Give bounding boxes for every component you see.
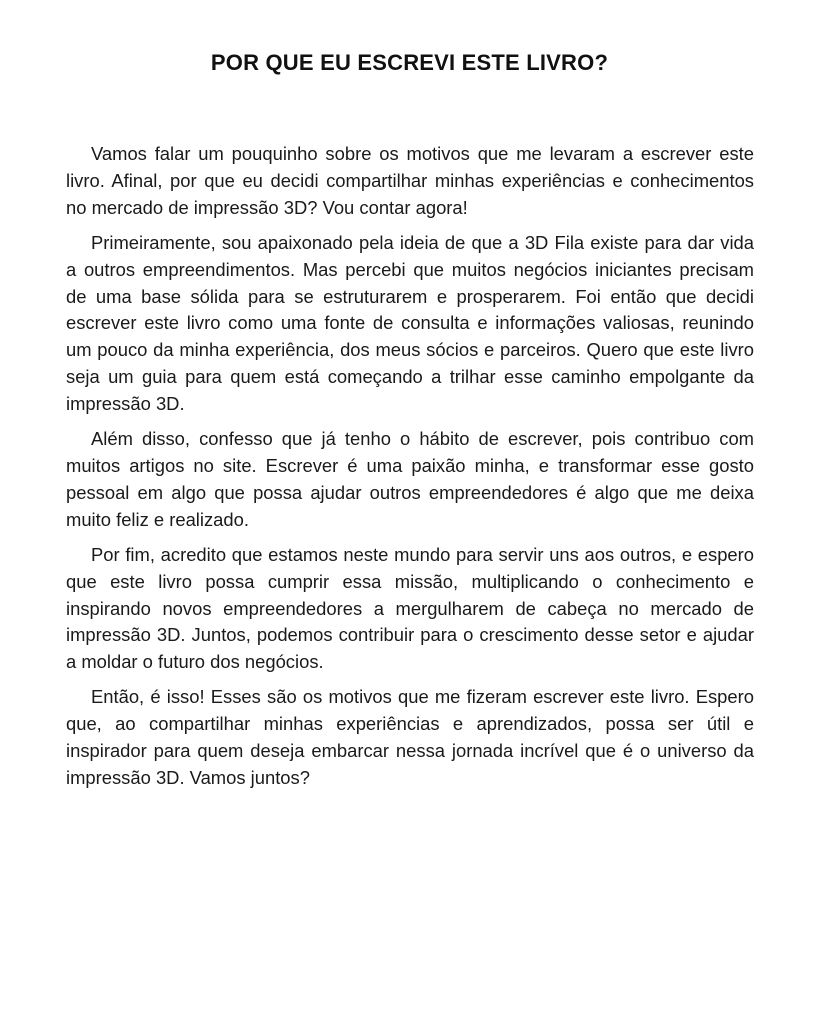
paragraph-3: Além disso, confesso que já tenho o hábito de escrever, pois contribuo com muitos artigos no site. Escrever é uma paixão minha, e transformar esse gosto pessoal em algo que possa ajudar outros empreendedores é algo que me deixa muito feliz e realizado. [66, 428, 754, 530]
paragraph-4: Por fim, acredito que estamos neste mundo para servir uns aos outros, e espero que este livro possa cumprir essa missão, multiplicando o conhecimento e inspirando novos empreendedores a mergulharem de cabeça no mercado de impressão 3D. Juntos, podemos contribuir para o crescimento desse setor e ajudar a moldar o futuro dos negócios. [66, 543, 754, 673]
paragraph-1: Vamos falar um pouquinho sobre os motivos que me levaram a escrever este livro. Afinal, por que eu decidi compartilhar minhas experiências e conhecimentos no mercado de impressão 3D? Vou contar agora! [66, 143, 754, 218]
page-title: POR QUE EU ESCREVI ESTE LIVRO? [210, 50, 609, 75]
body-text [66, 141, 754, 800]
paragraph-5: Então, é isso! Esses são os motivos que me fizeram escrever este livro. Espero que, ao compartilhar minhas experiências e aprendizados, possa ser útil e inspirador para quem deseja embarcar nessa jornada incrível que é o universo da impressão 3D. Vamos juntos? [66, 686, 754, 788]
paragraph-2: Primeiramente, sou apaixonado pela ideia de que a 3D Fila existe para dar vida a outros empreendimentos. Mas percebi que muitos negócios iniciantes precisam de uma base sólida para se estruturarem e prosperarem. Foi então que decidi escrever este livro como uma fonte de consulta e informações valiosas, reunindo um pouco da minha experiência, dos meus sócios e parceiros. Quero que este livro seja um guia para quem está começando a trilhar esse caminho empolgante da impressão 3D. [66, 231, 754, 415]
